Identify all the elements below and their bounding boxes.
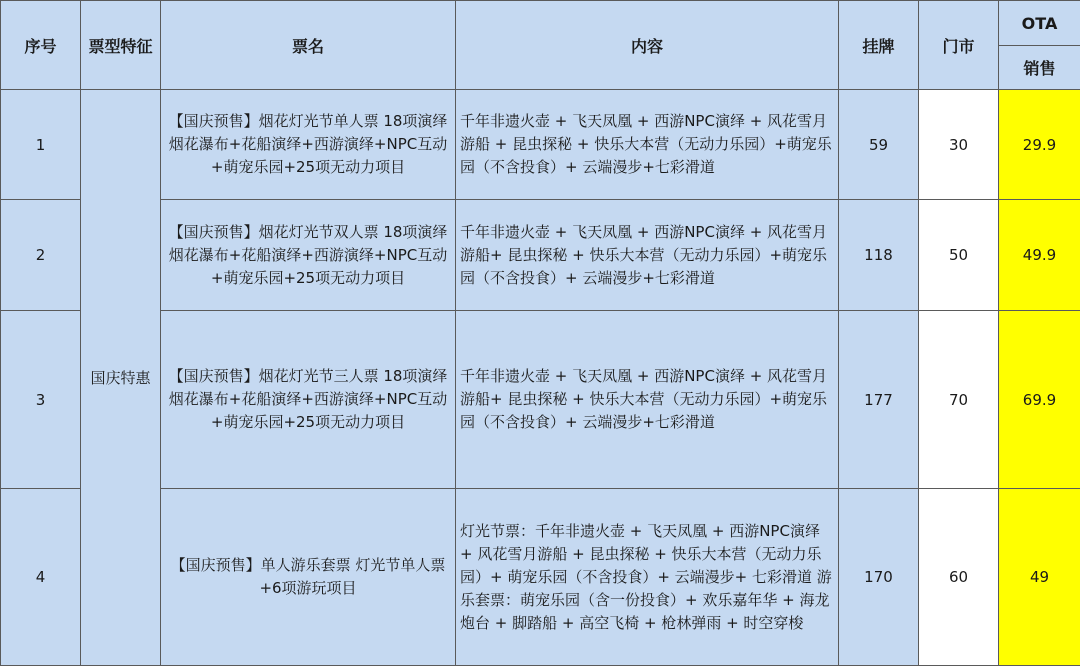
cell-gate: 50 [919, 200, 999, 311]
cell-ota-sale: 29.9 [999, 90, 1080, 200]
cell-index: 4 [1, 489, 81, 666]
cell-content: 灯光节票：千年非遗火壶 + 飞天凤凰 + 西游NPC演绎 + 风花雪月游船 + 昆虫探秘 + 快乐大本营（无动力乐园）+ 萌宠乐园（不含投食）+ 云端漫步+ 七彩滑道 游乐套票：萌宠乐园（含一份投食）+ 欢乐嘉年华 + 海龙炮台 + 脚踏船 + 高空飞椅 + 枪林弹雨 + 时空穿梭 [456, 489, 839, 666]
header-feature: 票型特征 [81, 1, 161, 90]
cell-name: 【国庆预售】烟花灯光节三人票 18项演绎 烟花瀑布+花船演绎+西游演绎+NPC互动+萌宠乐园+25项无动力项目 [161, 311, 456, 489]
cell-feature: 国庆特惠 [81, 90, 161, 666]
header-listed: 挂牌 [839, 1, 919, 90]
cell-ota-sale: 49 [999, 489, 1080, 666]
cell-gate: 30 [919, 90, 999, 200]
table-row [1, 311, 1080, 489]
cell-listed: 177 [839, 311, 919, 489]
cell-index: 3 [1, 311, 81, 489]
cell-listed: 170 [839, 489, 919, 666]
table-row [1, 90, 1080, 200]
table-row [1, 489, 1080, 666]
header-ota-sale: 销售 [999, 46, 1080, 90]
header-name: 票名 [161, 1, 456, 90]
header-index: 序号 [1, 1, 81, 90]
cell-name: 【国庆预售】烟花灯光节单人票 18项演绎 烟花瀑布+花船演绎+西游演绎+NPC互动+萌宠乐园+25项无动力项目 [161, 90, 456, 200]
header-gate: 门市 [919, 1, 999, 90]
cell-gate: 60 [919, 489, 999, 666]
cell-content: 千年非遗火壶 + 飞天凤凰 + 西游NPC演绎 + 风花雪月游船+ 昆虫探秘 + 快乐大本营（无动力乐园）+萌宠乐园（不含投食）+ 云端漫步+七彩滑道 [456, 311, 839, 489]
cell-ota-sale: 69.9 [999, 311, 1080, 489]
cell-index: 1 [1, 90, 81, 200]
cell-content: 千年非遗火壶 + 飞天凤凰 + 西游NPC演绎 + 风花雪月游船 + 昆虫探秘 + 快乐大本营（无动力乐园）+萌宠乐园（不含投食）+ 云端漫步+七彩滑道 [456, 90, 839, 200]
cell-content: 千年非遗火壶 + 飞天凤凰 + 西游NPC演绎 + 风花雪月游船+ 昆虫探秘 + 快乐大本营（无动力乐园）+萌宠乐园（不含投食）+ 云端漫步+七彩滑道 [456, 200, 839, 311]
cell-index: 2 [1, 200, 81, 311]
header-content: 内容 [456, 1, 839, 90]
header-ota: OTA [999, 1, 1080, 46]
table-row [1, 200, 1080, 311]
cell-gate: 70 [919, 311, 999, 489]
cell-ota-sale: 49.9 [999, 200, 1080, 311]
cell-name: 【国庆预售】单人游乐套票 灯光节单人票+6项游玩项目 [161, 489, 456, 666]
cell-listed: 59 [839, 90, 919, 200]
cell-name: 【国庆预售】烟花灯光节双人票 18项演绎 烟花瀑布+花船演绎+西游演绎+NPC互动+萌宠乐园+25项无动力项目 [161, 200, 456, 311]
cell-listed: 118 [839, 200, 919, 311]
